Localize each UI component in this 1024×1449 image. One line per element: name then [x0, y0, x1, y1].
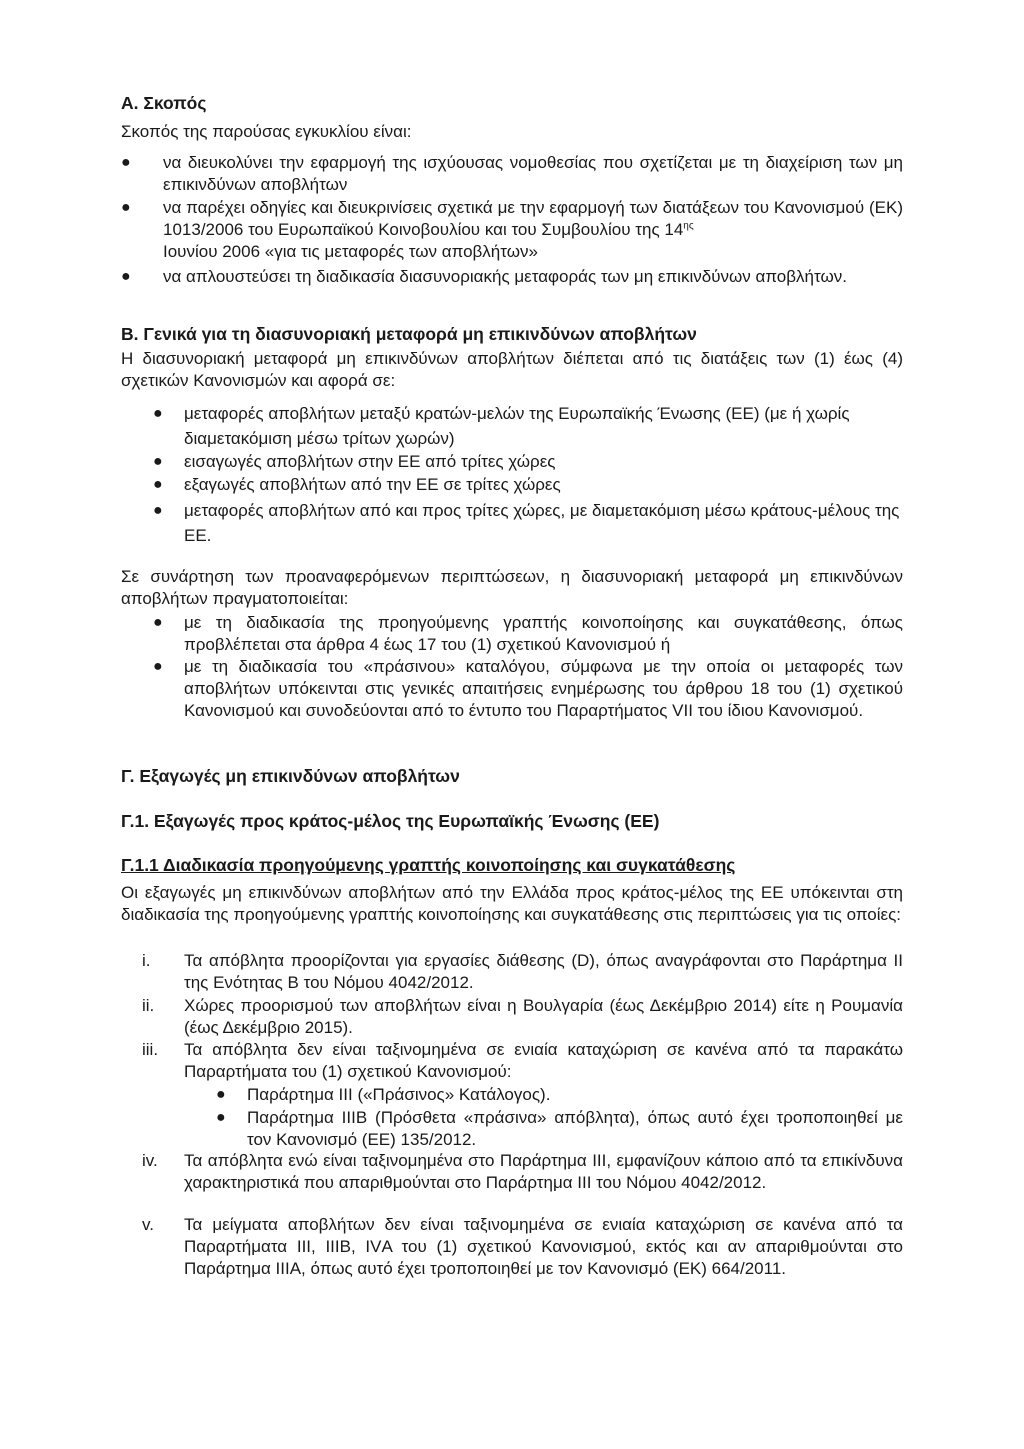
section-g1-heading: Γ.1. Εξαγωγές προς κράτος-μέλος της Ευρωπαϊκής Ένωσης (ΕΕ) — [121, 811, 660, 831]
bullet-text: να απλουστεύσει τη διαδικασία διασυνοριακής μεταφοράς των μη επικινδύνων αποβλήτων. — [163, 267, 847, 286]
bullet-icon: ● — [153, 658, 163, 675]
item-text: Τα απόβλητα προορίζονται για εργασίες διάθεσης (D), όπως αναγράφονται στο Παράρτημα ΙΙ της Ενότητας Β του Νόμου 4042/2012. — [184, 951, 903, 992]
section-b-bullet — [153, 451, 903, 473]
item-number: ii. — [142, 996, 155, 1015]
bullet-icon: ● — [121, 154, 131, 171]
sub-bullet — [216, 1084, 903, 1106]
item-number: i. — [142, 951, 151, 970]
section-a-heading: Α. Σκοπός — [121, 93, 207, 113]
numbered-item — [142, 1039, 903, 1083]
numbered-item — [142, 950, 903, 994]
bullet-text: Παράρτημα ΙΙΙΒ (Πρόσθετα «πράσινα» απόβλητα), όπως αυτό έχει τροποποιηθεί με τον Κανονισμό (ΕΕ) 135/2012. — [247, 1108, 903, 1149]
bullet-icon: ● — [153, 502, 163, 519]
bullet-icon: ● — [216, 1109, 226, 1126]
section-b-intro: Η διασυνοριακή μεταφορά μη επικινδύνων αποβλήτων διέπεται από τις διατάξεις των (1) έως (4) σχετικών Κανονισμών και αφορά σε: — [121, 349, 903, 390]
item-text: Τα απόβλητα δεν είναι ταξινομημένα σε ενιαία καταχώριση σε κανένα από τα παρακάτω Παραρτήματα του (1) σχετικού Κανονισμού: — [184, 1040, 903, 1081]
bullet-icon: ● — [153, 405, 163, 422]
numbered-item — [142, 1214, 903, 1280]
bullet-text: να διευκολύνει την εφαρμογή της ισχύουσας νομοθεσίας που σχετίζεται με τη διαχείριση των μη επικινδύνων αποβλήτων — [163, 153, 903, 194]
ordinal-superscript: ης — [683, 220, 694, 232]
section-b-heading: Β. Γενικά για τη διασυνοριακή μεταφορά μη επικινδύνων αποβλήτων — [121, 324, 697, 344]
section-a-bullet — [121, 152, 903, 196]
item-text: Τα απόβλητα ενώ είναι ταξινομημένα στο Παράρτημα ΙΙΙ, εμφανίζουν κάποιο από τα επικίνδυνα χαρακτηριστικά που απαριθμούνται στο Παράρτημα ΙΙΙ του Νόμου 4042/2012. — [184, 1151, 903, 1192]
bullet-text: μεταφορές αποβλήτων μεταξύ κρατών-μελών της Ευρωπαϊκής Ένωσης (ΕΕ) (με ή χωρίς διαμετακόμιση μέσω τρίτων χωρών) — [184, 404, 850, 448]
bullet-text: να παρέχει οδηγίες και διευκρινίσεις σχετικά με την εφαρμογή των διατάξεων του Κανονισμού (ΕΚ) 1013/2006 του Ευρωπαϊκού Κοινοβουλίου και του Συμβουλίου της 14 — [163, 198, 903, 239]
bullet-text: εισαγωγές αποβλήτων στην ΕΕ από τρίτες χώρες — [184, 452, 556, 471]
section-g11-heading: Γ.1.1 Διαδικασία προηγούμενης γραπτής κοινοποίησης και συγκατάθεσης — [121, 855, 736, 875]
section-b-bullet — [153, 498, 903, 548]
section-g-intro: Οι εξαγωγές μη επικινδύνων αποβλήτων από την Ελλάδα προς κράτος-μέλος της ΕΕ υπόκεινται στη διαδικασία της προηγούμενης γραπτής κοινοποίησης και συγκατάθεσης στις περιπτώσεις για τις οποίες: — [121, 883, 903, 924]
bullet-icon: ● — [153, 614, 163, 631]
bullet-text: εξαγωγές αποβλήτων από την ΕΕ σε τρίτες χώρες — [184, 475, 561, 494]
bullet-text: Παράρτημα ΙΙΙ («Πράσινος» Κατάλογος). — [247, 1085, 551, 1104]
numbered-item — [142, 1150, 903, 1194]
section-a-intro: Σκοπός της παρούσας εγκυκλίου είναι: — [121, 122, 412, 141]
item-text: Χώρες προορισμού των αποβλήτων είναι η Βουλγαρία (έως Δεκέμβριο 2014) είτε η Ρουμανία (έως Δεκέμβριο 2015). — [184, 996, 903, 1037]
bullet-icon: ● — [216, 1086, 226, 1103]
bullet-icon: ● — [153, 453, 163, 470]
bullet-icon: ● — [153, 476, 163, 493]
bullet-text: με τη διαδικασία της προηγούμενης γραπτής κοινοποίησης και συγκατάθεσης, όπως προβλέπεται στα άρθρα 4 έως 17 του (1) σχετικού Κανονισμού ή — [184, 613, 903, 654]
section-a-bullet — [121, 197, 903, 263]
bullet-icon: ● — [121, 199, 131, 216]
section-a-bullet — [121, 266, 903, 288]
section-b-bullet — [153, 401, 903, 451]
section-b-bullet2 — [153, 656, 903, 722]
bullet-text: μεταφορές αποβλήτων από και προς τρίτες χώρες, με διαμετακόμιση μέσω κράτους-μέλους της ΕΕ. — [184, 501, 900, 545]
item-number: iii. — [142, 1040, 159, 1059]
numbered-item — [142, 995, 903, 1039]
section-b-bullet — [153, 474, 903, 496]
section-b-paragraph: Σε συνάρτηση των προαναφερόμενων περιπτώσεων, η διασυνοριακή μεταφορά μη επικινδύνων αποβλήτων πραγματοποιείται: — [121, 567, 903, 608]
bullet-icon: ● — [121, 268, 131, 285]
bullet-text: με τη διαδικασία του «πράσινου» καταλόγου, σύμφωνα με την οποία οι μεταφορές των αποβλήτων υπόκεινται στις γενικές απαιτήσεις ενημέρωσης του άρθρου 18 του (1) σχετικού Κανονισμού και συνοδεύονται από το έντυπο του Παραρτήματος VII του ίδιου Κανονισμού. — [184, 657, 903, 720]
sub-bullet — [216, 1107, 903, 1151]
bullet-text-tail: Ιουνίου 2006 «για τις μεταφορές των αποβλήτων» — [163, 242, 538, 261]
item-number: v. — [142, 1215, 154, 1234]
item-number: iv. — [142, 1151, 158, 1170]
section-g-heading: Γ. Εξαγωγές μη επικινδύνων αποβλήτων — [121, 766, 460, 786]
item-text: Τα μείγματα αποβλήτων δεν είναι ταξινομημένα σε ενιαία καταχώριση σε κανένα από τα Παραρτήματα ΙΙΙ, ΙΙΙΒ, ΙVΑ του (1) σχετικού Κανονισμού, εκτός και αν απαριθμούνται στο Παράρτημα ΙΙΙΑ, όπως αυτό έχει τροποποιηθεί με τον Κανονισμό (ΕΚ) 664/2011. — [184, 1215, 903, 1278]
section-b-bullet2 — [153, 612, 903, 656]
